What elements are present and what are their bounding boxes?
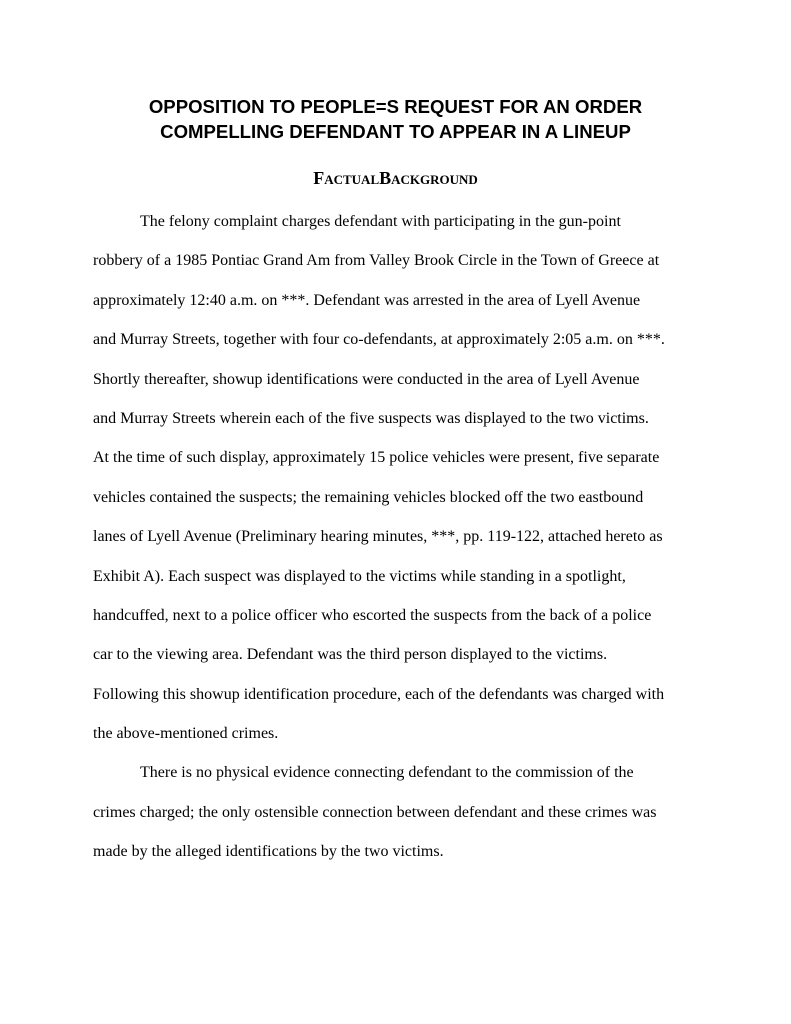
text-line: Shortly thereafter, showup identifications were conducted in the area of Lyell Avenue bbox=[93, 370, 640, 388]
text-line: At the time of such display, approximately 15 police vehicles were present, five separate bbox=[93, 449, 660, 467]
document-title bbox=[0, 94, 791, 144]
title-line-1: OPPOSITION TO PEOPLE=S REQUEST FOR AN ORDER bbox=[148, 96, 643, 117]
text-line: Following this showup identification procedure, each of the defendants was charged with bbox=[93, 685, 665, 703]
paragraph-2 bbox=[93, 760, 703, 878]
text-line: crimes charged; the only ostensible connection between defendant and these crimes was bbox=[93, 803, 657, 821]
text-line: There is no physical evidence connecting defendant to the commission of the bbox=[140, 764, 634, 782]
text-line: vehicles contained the suspects; the remaining vehicles blocked off the two eastbound bbox=[93, 488, 644, 506]
title-line-2: COMPELLING DEFENDANT TO APPEAR IN A LINEUP bbox=[160, 121, 631, 142]
text-line: car to the viewing area. Defendant was the third person displayed to the victims. bbox=[93, 646, 608, 664]
text-line: approximately 12:40 a.m. on ***. Defendant was arrested in the area of Lyell Avenue bbox=[93, 291, 641, 309]
text-line: The felony complaint charges defendant with participating in the gun-point bbox=[140, 213, 621, 230]
text-line: made by the alleged identifications by the two victims. bbox=[93, 843, 444, 861]
paragraph-1 bbox=[93, 209, 703, 760]
text-line: the above-mentioned crimes. bbox=[93, 725, 279, 743]
document-body bbox=[93, 209, 703, 879]
text-line: robbery of a 1985 Pontiac Grand Am from Valley Brook Circle in the Town of Greece at bbox=[93, 252, 660, 270]
text-line: Exhibit A). Each suspect was displayed to the victims while standing in a spotlight, bbox=[93, 567, 626, 585]
text-line: and Murray Streets wherein each of the five suspects was displayed to the two victims. bbox=[93, 409, 649, 427]
text-line: handcuffed, next to a police officer who escorted the suspects from the back of a police bbox=[93, 606, 652, 624]
text-line: and Murray Streets, together with four co-defendants, at approximately 2:05 a.m. on ***. bbox=[93, 331, 665, 349]
text-line: lanes of Lyell Avenue (Preliminary hearing minutes, ***, pp. 119-122, attached hereto as bbox=[93, 528, 663, 546]
section-heading: FactualBackground bbox=[313, 168, 478, 188]
